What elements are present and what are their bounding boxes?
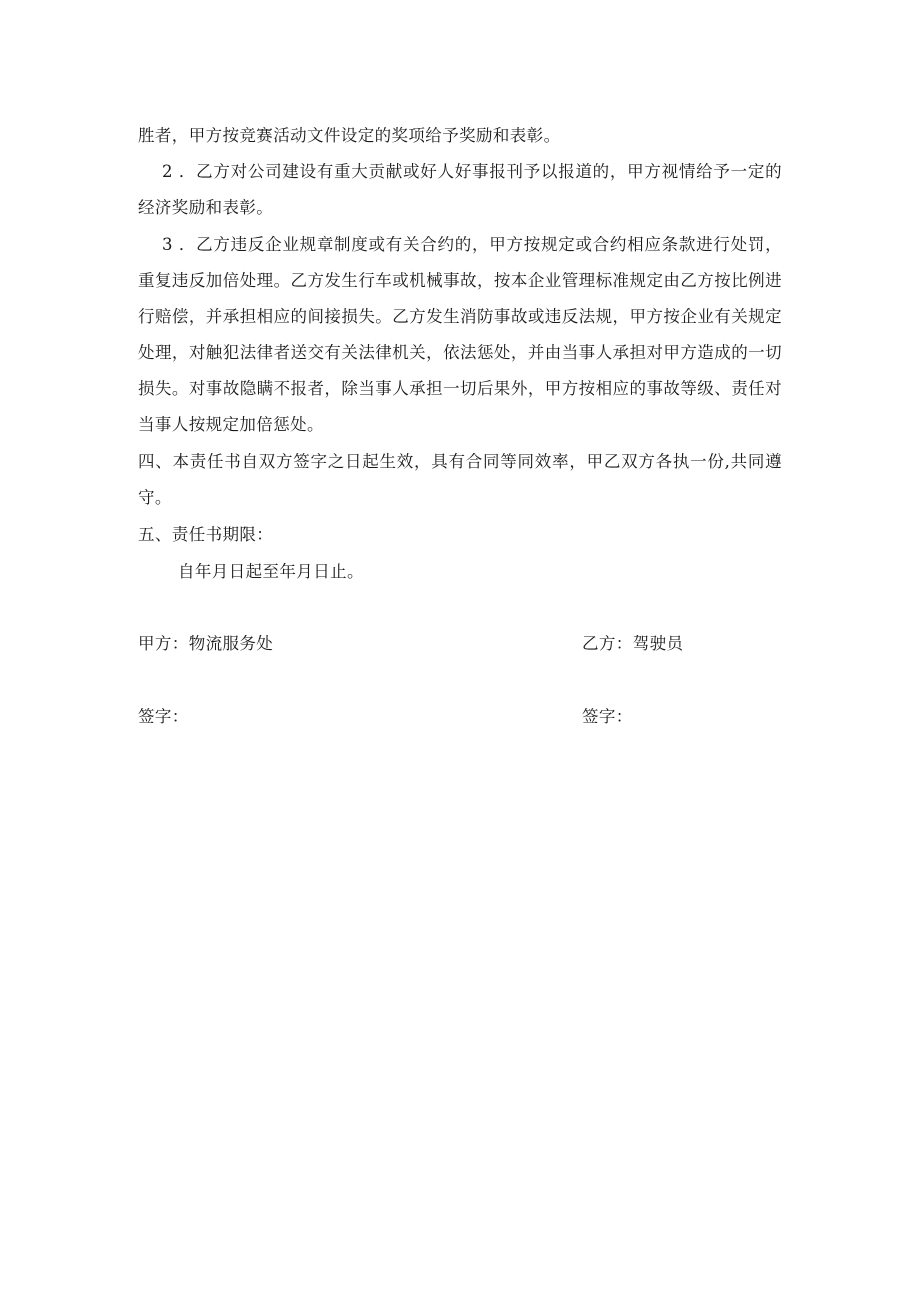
paragraph-line: 经济奖励和表彰。 — [138, 198, 274, 217]
paragraph-line: 损失。对事故隐瞒不报者，除当事人承担一切后果外，甲方按相应的事故等级、责任对 — [138, 379, 782, 398]
paragraph-line: 处理，对触犯法律者送交有关法律机关，依法惩处，并由当事人承担对甲方造成的一切 — [138, 343, 782, 362]
paragraph-line: 行赔偿，并承担相应的间接损失。乙方发生消防事故或违反法规，甲方按企业有关规定 — [138, 307, 782, 326]
section-heading: 五、责任书期限： — [138, 525, 274, 544]
party-a-signature-label: 签字： — [138, 707, 189, 726]
paragraph-line: 3 ．乙方违反企业规章制度或有关合约的，甲方按规定或合约相应条款进行处罚， — [162, 235, 782, 254]
party-b-signature-label: 签字： — [582, 707, 633, 726]
paragraph-line: 胜者，甲方按竞赛活动文件设定的奖项给予奖励和表彰。 — [138, 126, 561, 145]
paragraph-line: 四、本责任书自双方签字之日起生效，具有合同等同效率，甲乙双方各执一份,共同遵 — [138, 452, 782, 471]
party-a-label: 甲方：物流服务处 — [138, 634, 274, 653]
paragraph-line: 重复违反加倍处理。乙方发生行车或机械事故，按本企业管理标准规定由乙方按比例进 — [138, 271, 782, 290]
paragraph-line: 守。 — [138, 488, 172, 507]
paragraph-line: 自年月日起至年月日止。 — [178, 562, 364, 581]
party-b-label: 乙方：驾驶员 — [582, 634, 684, 653]
paragraph-line: 当事人按规定加倍惩处。 — [138, 415, 324, 434]
paragraph-line: 2 ．乙方对公司建设有重大贡献或好人好事报刊予以报道的，甲方视情给予一定的 — [162, 162, 782, 181]
